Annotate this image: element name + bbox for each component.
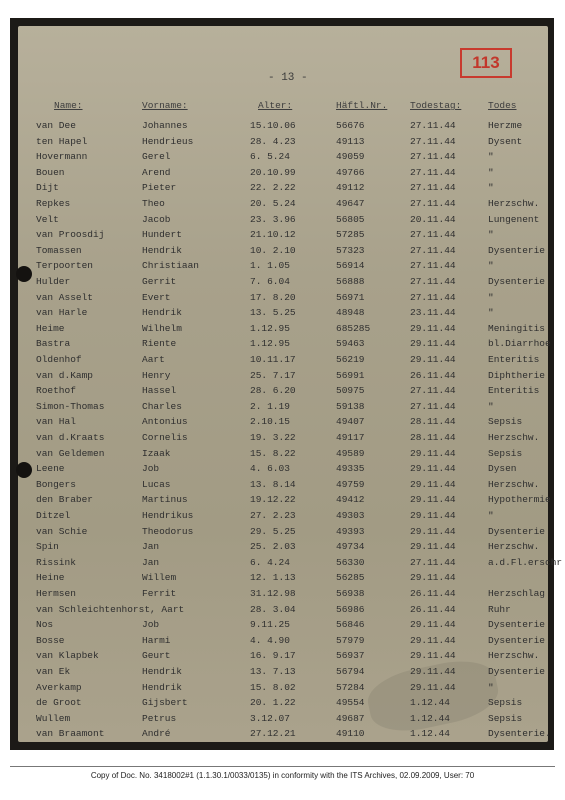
death-date-cell: 27.11.44 [410,198,456,209]
table-row [18,713,548,729]
prisoner-number-cell: 49113 [336,135,365,147]
death-date-cell: 26.11.44 [410,588,456,599]
cause-of-death-cell: Herzschw. [488,198,540,209]
first-name-cell: Henry [142,369,171,381]
birth-date-cell: 3.12.07 [250,712,290,724]
name-cell: van Asselt [36,291,94,303]
prisoner-number-cell: 48948 [336,307,365,319]
death-date-cell: 1.12.44 [410,712,450,724]
name-cell: Tomassen [36,244,82,256]
first-name-cell: Harmi [142,634,171,646]
first-name-cell: Hendrikus [142,510,194,521]
birth-date-cell: 1.12.95 [250,338,290,350]
birth-date-cell: 7. 6.04 [250,276,290,287]
table-row [18,588,548,604]
birth-date-cell: 21.10.12 [250,229,296,241]
birth-date-cell: 15.10.06 [250,120,296,131]
table-row [18,682,548,698]
table-row [18,198,548,214]
death-date-cell: 29.11.44 [410,572,456,584]
table-row [18,619,548,635]
birth-date-cell: 31.12.98 [250,588,296,599]
death-date-cell: 23.11.44 [410,307,456,319]
prisoner-number-cell: 49393 [336,525,365,537]
birth-date-cell: 19.12.22 [250,494,296,506]
birth-date-cell: 17. 8.20 [250,291,296,303]
prisoner-number-cell: 49110 [336,728,365,740]
birth-date-cell: 23. 3.96 [250,213,296,225]
birth-date-cell: 1. 1.05 [250,260,290,272]
first-name-cell: Ferrit [142,588,177,599]
death-date-cell: 28.11.44 [410,416,456,428]
cause-of-death-cell: Dysenterie [488,634,546,646]
death-date-cell: 26.11.44 [410,603,456,615]
death-date-cell: 27.11.44 [410,151,456,163]
name-cell: Hermsen [36,588,76,599]
footer-text: Copy of Doc. No. 3418002#1 (1.1.30.1/0033/0135) in conformity with the ITS Archives, 02.09.2009, User: 70 [90,771,475,780]
first-name-cell: Hendrik [142,666,182,677]
first-name-cell: Riente [142,338,177,350]
table-row [18,416,548,432]
table-row [18,151,548,167]
death-date-cell: 29.11.44 [410,650,456,662]
first-name-cell: Gerrit [142,276,177,287]
death-date-cell: 27.11.44 [410,291,456,303]
cause-of-death-cell: Enteritis [488,385,540,397]
cause-of-death-cell: " [488,291,494,303]
first-name-cell: Hendrik [142,681,182,693]
death-date-cell: 29.11.44 [410,681,456,693]
name-cell: Bosse [36,634,65,646]
birth-date-cell: 2.10.15 [250,416,290,428]
death-date-cell: 27.11.44 [410,556,456,568]
birth-date-cell: 27.12.21 [250,728,296,740]
first-name-cell: Aart [142,354,165,365]
table-row [18,167,548,183]
first-name-cell: Charles [142,400,182,412]
header-todes: Todes [488,100,517,111]
first-name-cell: Christiaan [142,260,200,272]
table-row [18,338,551,354]
prisoner-number-cell: 56805 [336,213,365,225]
prisoner-number-cell: 56986 [336,603,365,615]
prisoner-number-cell: 57285 [336,229,365,241]
cause-of-death-cell: Ruhr [488,603,511,615]
table-row [18,635,548,651]
table-row [18,370,548,386]
cause-of-death-cell: Dysenterie [488,244,546,256]
prisoner-number-cell: 56219 [336,354,365,365]
table-row [18,120,548,136]
first-name-cell: Cornelis [142,432,188,443]
prisoner-number-cell: 49554 [336,697,365,709]
cause-of-death-cell: " [488,229,494,241]
first-name-cell: Martinus [142,494,188,506]
birth-date-cell: 15. 8.02 [250,681,296,693]
cause-of-death-cell: Dysenterie [488,666,546,677]
prisoner-number-cell: 49766 [336,166,365,178]
table-row [18,494,551,510]
first-name-cell: Johannes [142,120,188,131]
prisoner-number-cell: 49647 [336,198,365,209]
name-cell: Spin [36,541,59,553]
death-date-cell: 29.11.44 [410,634,456,646]
death-date-cell: 27.11.44 [410,120,456,131]
death-date-cell: 1.12.44 [410,697,450,709]
table-row [18,260,548,276]
name-cell: Roethof [36,385,76,397]
birth-date-cell: 20. 1.22 [250,697,296,709]
birth-date-cell: 6. 5.24 [250,151,290,163]
header-todestag: Todestag: [410,100,462,111]
name-cell: Leene [36,463,65,475]
prisoner-number-cell: 56676 [336,120,365,131]
birth-date-cell: 6. 4.24 [250,556,290,568]
cause-of-death-cell: Diphtherie [488,369,546,381]
cause-of-death-cell: Sepsis [488,712,523,724]
name-cell: Dijt [36,182,59,194]
prisoner-number-cell: 56991 [336,369,365,381]
first-name-cell: Izaak [142,447,171,459]
prisoner-number-cell: 56846 [336,619,365,631]
table-row [18,556,563,573]
prisoner-number-cell: 49759 [336,478,365,490]
first-name-cell: Willem [142,572,177,584]
cause-of-death-cell: Herzschw. [488,478,540,490]
name-cell: Hovermann [36,151,88,163]
prisoner-number-cell: 49687 [336,712,365,724]
birth-date-cell: 4. 4.90 [250,634,290,646]
name-cell: Ditzel [36,510,71,521]
header-vorname: Vorname: [142,100,188,111]
name-cell: den Braber [36,494,94,506]
first-name-cell: Job [142,619,160,631]
name-cell: van Ek [36,666,71,677]
birth-date-cell: 4. 6.03 [250,463,290,475]
page-stamp: 113 [460,48,512,78]
cause-of-death-cell: Dysenterie [488,619,546,631]
name-cell: Bongers [36,478,76,490]
death-date-cell: 27.11.44 [410,135,456,147]
header-haeftl-nr: Häftl.Nr. [336,100,388,111]
first-name-cell: Hendrik [142,244,182,256]
name-cell: Terpoorten [36,260,94,272]
birth-date-cell: 9.11.25 [250,619,290,631]
birth-date-cell: 10. 2.10 [250,244,296,256]
prisoner-number-cell: 49589 [336,447,365,459]
birth-date-cell: 29. 5.25 [250,525,296,537]
birth-date-cell: 13. 5.25 [250,307,296,319]
death-date-cell: 27.11.44 [410,276,456,287]
document-page [18,26,563,742]
name-cell: Bouen [36,166,65,178]
cause-of-death-cell: " [488,400,494,412]
name-cell: Averkamp [36,681,82,693]
first-name-cell: Hassel [142,385,177,397]
cause-of-death-cell: Enteritis [488,354,540,365]
table-row [18,307,548,323]
cause-of-death-cell: Dysenterie [488,525,546,537]
prisoner-number-cell: 56330 [336,556,365,568]
name-cell: ten Hapel [36,135,88,147]
first-name-cell: Wilhelm [142,322,182,334]
name-cell: Nos [36,619,54,631]
birth-date-cell: 13. 7.13 [250,666,296,677]
name-cell: van d.Kamp [36,369,94,381]
first-name-cell: Gerel [142,151,171,163]
name-cell: van Braamont [36,728,105,740]
cause-of-death-cell: Dysen [488,463,517,475]
name-cell: de Groot [36,697,82,709]
name-cell: Oldenhof [36,354,82,365]
death-date-cell: 29.11.44 [410,338,456,350]
prisoner-number-cell: 49412 [336,494,365,506]
birth-date-cell: 15. 8.22 [250,447,296,459]
birth-date-cell: 20.10.99 [250,166,296,178]
table-row [18,541,548,557]
death-date-cell: 26.11.44 [410,369,456,381]
table-row [18,276,548,292]
name-cell: Velt [36,213,59,225]
prisoner-number-cell: 49335 [336,463,365,475]
footer-divider [10,766,555,767]
prisoner-number-cell: 49112 [336,182,365,194]
table-row [18,604,548,620]
death-date-cell: 27.11.44 [410,229,456,241]
table-row [18,214,548,230]
table-row [18,136,548,152]
cause-of-death-cell: Herzschlag [488,588,546,599]
name-cell: Hulder [36,276,71,287]
table-row [18,666,548,682]
table-row [18,728,551,744]
birth-date-cell: 12. 1.13 [250,572,296,584]
birth-date-cell: 25. 2.03 [250,541,296,553]
prisoner-number-cell: 49734 [336,541,365,553]
death-date-cell: 1.12.44 [410,728,450,740]
birth-date-cell: 10.11.17 [250,354,296,365]
cause-of-death-cell: Sepsis [488,416,523,428]
first-name-cell: Pieter [142,182,177,194]
header-alter: Alter: [258,100,293,111]
cause-of-death-cell: a.d.Fl.erschr [488,556,563,568]
name-cell: Rissink [36,556,76,568]
prisoner-number-cell: 56937 [336,650,365,662]
prisoner-number-cell: 57284 [336,681,365,693]
table-row [18,229,548,245]
table-row [18,479,548,495]
table-row [18,385,548,401]
name-cell: Simon-Thomas [36,400,105,412]
name-cell: van Dee [36,120,76,131]
cause-of-death-cell: Lungenent [488,213,540,225]
first-name-cell: Hundert [142,229,182,241]
cause-of-death-cell: " [488,260,494,272]
death-date-cell: 29.11.44 [410,525,456,537]
table-row [18,463,548,479]
death-date-cell: 28.11.44 [410,432,456,443]
birth-date-cell: 13. 8.14 [250,478,296,490]
header-name: Name: [54,100,83,111]
birth-date-cell: 16. 9.17 [250,650,296,662]
cause-of-death-cell: " [488,182,494,194]
first-name-cell: Theodorus [142,525,194,537]
first-name-cell: Job [142,463,160,475]
first-name-cell: Gijsbert [142,697,188,709]
death-date-cell: 27.11.44 [410,244,456,256]
name-cell: van Proosdij [36,229,105,241]
death-date-cell: 29.11.44 [410,494,456,506]
cause-of-death-cell: Dysenterie [488,276,546,287]
name-cell: Heime [36,322,65,334]
name-cell: Wullem [36,712,71,724]
birth-date-cell: 2. 1.19 [250,400,290,412]
cause-of-death-cell: Sepsis [488,697,523,709]
first-name-cell: Geurt [142,650,171,662]
cause-of-death-cell: " [488,166,494,178]
table-row [18,245,548,261]
cause-of-death-cell: Herzschw. [488,432,540,443]
name-cell: Heine [36,572,65,584]
cause-of-death-cell: Herzschw. [488,650,540,662]
prisoner-number-cell: 49059 [336,151,365,163]
death-date-cell: 20.11.44 [410,213,456,225]
table-row [18,323,548,339]
death-date-cell: 29.11.44 [410,666,456,677]
death-date-cell: 29.11.44 [410,463,456,475]
first-name-cell: Arend [142,166,171,178]
prisoner-number-cell: 56285 [336,572,365,584]
birth-date-cell: 19. 3.22 [250,432,296,443]
death-date-cell: 29.11.44 [410,447,456,459]
name-cell: van Harle [36,307,88,319]
birth-date-cell: 27. 2.23 [250,510,296,521]
first-name-cell: Jan [142,541,160,553]
prisoner-number-cell: 49117 [336,432,365,443]
death-date-cell: 27.11.44 [410,182,456,194]
table-row [18,650,548,666]
table-row [18,401,548,417]
birth-date-cell: 20. 5.24 [250,198,296,209]
prisoner-number-cell: 56914 [336,260,365,272]
cause-of-death-cell: Sepsis [488,447,523,459]
first-name-cell: Jan [142,556,160,568]
prisoner-number-cell: 56794 [336,666,365,677]
first-name-cell: Lucas [142,478,171,490]
prisoner-number-cell: 59463 [336,338,365,350]
birth-date-cell: 1.12.95 [250,322,290,334]
punch-hole [16,266,32,282]
cause-of-death-cell: Meningitis [488,322,546,334]
prisoner-number-cell: 49407 [336,416,365,428]
name-cell: Repkes [36,198,71,209]
cause-of-death-cell: " [488,510,494,521]
first-name-cell: Hendrieus [142,135,194,147]
prisoner-number-cell: 49303 [336,510,365,521]
death-date-cell: 29.11.44 [410,478,456,490]
page-number: - 13 - [268,72,308,84]
first-name-cell: Antonius [142,416,188,428]
cause-of-death-cell: Dysent [488,135,523,147]
first-name-cell: Evert [142,291,171,303]
cause-of-death-cell: " [488,681,494,693]
table-row [18,448,548,464]
table-row [18,510,548,526]
first-name-cell: André [142,728,171,740]
birth-date-cell: 28. 6.20 [250,385,296,397]
name-cell: van d.Kraats [36,432,105,443]
death-date-cell: 29.11.44 [410,510,456,521]
prisoner-number-cell: 59138 [336,400,365,412]
death-date-cell: 29.11.44 [410,354,456,365]
cause-of-death-cell: Herzme [488,120,523,131]
table-row [18,526,548,542]
cause-of-death-cell: " [488,151,494,163]
name-cell: van Geldemen [36,447,105,459]
table-row [18,697,548,713]
table-row [18,354,548,370]
table-row [18,182,548,198]
prisoner-number-cell: 56971 [336,291,365,303]
table-row [18,572,548,588]
first-name-cell: Hendrik [142,307,182,319]
death-date-cell: 27.11.44 [410,400,456,412]
death-date-cell: 29.11.44 [410,541,456,553]
name-cell: van Hal [36,416,76,428]
birth-date-cell: 28. 4.23 [250,135,296,147]
punch-hole [16,462,32,478]
prisoner-number-cell: 57323 [336,244,365,256]
cause-of-death-cell: bl.Diarrhoe [488,338,551,350]
name-cell: van Schie [36,525,88,537]
prisoner-number-cell: 57979 [336,634,365,646]
death-date-cell: 27.11.44 [410,260,456,272]
name-cell: van Schleichtenhorst, Aart [36,603,185,615]
first-name-cell: Theo [142,198,165,209]
death-date-cell: 27.11.44 [410,385,456,397]
name-cell: Bastra [36,338,71,350]
first-name-cell: Jacob [142,213,171,225]
cause-of-death-cell: " [488,307,494,319]
death-date-cell: 29.11.44 [410,619,456,631]
scanned-document [10,18,563,750]
table-row [18,432,548,448]
birth-date-cell: 28. 3.04 [250,603,296,615]
birth-date-cell: 25. 7.17 [250,369,296,381]
prisoner-number-cell: 685285 [336,322,371,334]
cause-of-death-cell: Dysenterie. [488,728,551,740]
prisoner-number-cell: 56938 [336,588,365,599]
first-name-cell: Petrus [142,712,177,724]
table-row [18,292,548,308]
death-date-cell: 29.11.44 [410,322,456,334]
death-date-cell: 27.11.44 [410,166,456,178]
cause-of-death-cell: Hypothermie [488,494,551,506]
prisoner-number-cell: 56888 [336,276,365,287]
birth-date-cell: 22. 2.22 [250,182,296,194]
cause-of-death-cell: Herzschw. [488,541,540,553]
prisoner-number-cell: 50975 [336,385,365,397]
name-cell: van Klapbek [36,650,99,662]
